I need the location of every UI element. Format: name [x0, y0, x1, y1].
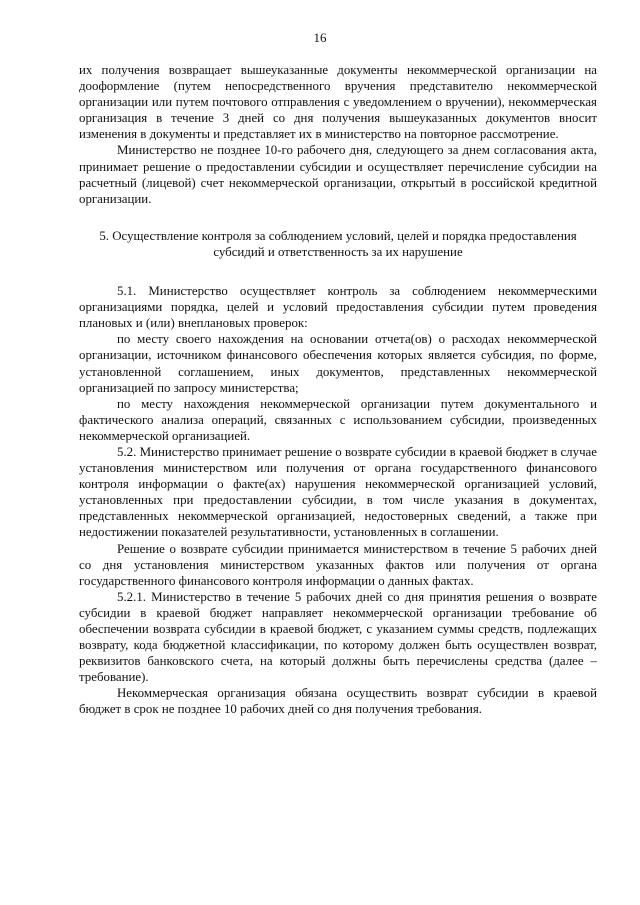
paragraph-subsidy-transfer: Министерство не позднее 10-го рабочего дня, следующего за днем согласования акта, принимает решение о предоставлении субсидии и осуществляет перечисление субсидии на расчетный (лицевой) счет некоммерческой организации, открытый в российской кредитной организации. [79, 143, 597, 206]
paragraph-return-obligation: Некоммерческая организация обязана осуществить возврат субсидии в краевой бюджет в срок не позднее 10 рабочих дней со дня получения требования. [79, 686, 597, 717]
paragraph-continuation: их получения возвращает вышеуказанные документы некоммерческой организации на дооформление (путем непосредственного вручения представителю некоммерческой организации или путем почтового отправления с уведомлением о вручении), некоммерческая организация в течение 3 дней со дня получения вышеуказанных документов вносит изменения в документы и представляет их в министерство на повторное рассмотрение. [79, 63, 597, 142]
paragraph-return-decision: Решение о возврате субсидии принимается министерством в течение 5 рабочих дней со дня установления министерством указанных фактов или получения от органа государственного финансового контроля информации о данных фактах. [79, 541, 597, 588]
paragraph-onsite-check: по месту нахождения некоммерческой организации путем документального и фактического анализа операций, связанных с использованием субсидии, произведенных некоммерческой организацией. [79, 396, 597, 443]
paragraph-5-2-1: 5.2.1. Министерство в течение 5 рабочих дней со дня принятия решения о возврате субсидии в краевой бюджет направляет некоммерческой организации требование об обеспечении возврата субсидии в краевой бюджет, с указанием суммы средств, подлежащих возврату, кода бюджетной классификации, по которому должен быть осуществлен возврат, реквизитов банковского счета, на который должны быть перечислены средства (далее – требование). [79, 589, 597, 685]
paragraph-5-2: 5.2. Министерство принимает решение о возврате субсидии в краевой бюджет в случае установления министерством или получения от органа государственного финансового контроля информации о факте(ах) нарушения некоммерческой организацией условий, установленных при предоставлении субсидии, в том числе указания в документах, представленных некоммерческой организацией, недостоверных сведений, а также при недостижении показателей результативности, установленных в соглашении. [79, 444, 597, 540]
paragraph-report-check: по месту своего нахождения на основании отчета(ов) о расходах некоммерческой организации, источником финансового обеспечения которых является субсидия, по форме, установленной соглашением, иных документов, представленных некоммерческой организацией по запросу министерства; [79, 332, 597, 395]
paragraph-5-1: 5.1. Министерство осуществляет контроль за соблюдением некоммерческими организациями порядка, целей и условий предоставления субсидии путем проведения плановых и (или) внеплановых проверок: [79, 284, 597, 331]
document-body [79, 62, 597, 718]
page-number: 16 [313, 30, 327, 45]
section-heading: 5. Осуществление контроля за соблюдением условий, целей и порядка предоставления субсидий и ответственность за их нарушение [99, 228, 577, 259]
